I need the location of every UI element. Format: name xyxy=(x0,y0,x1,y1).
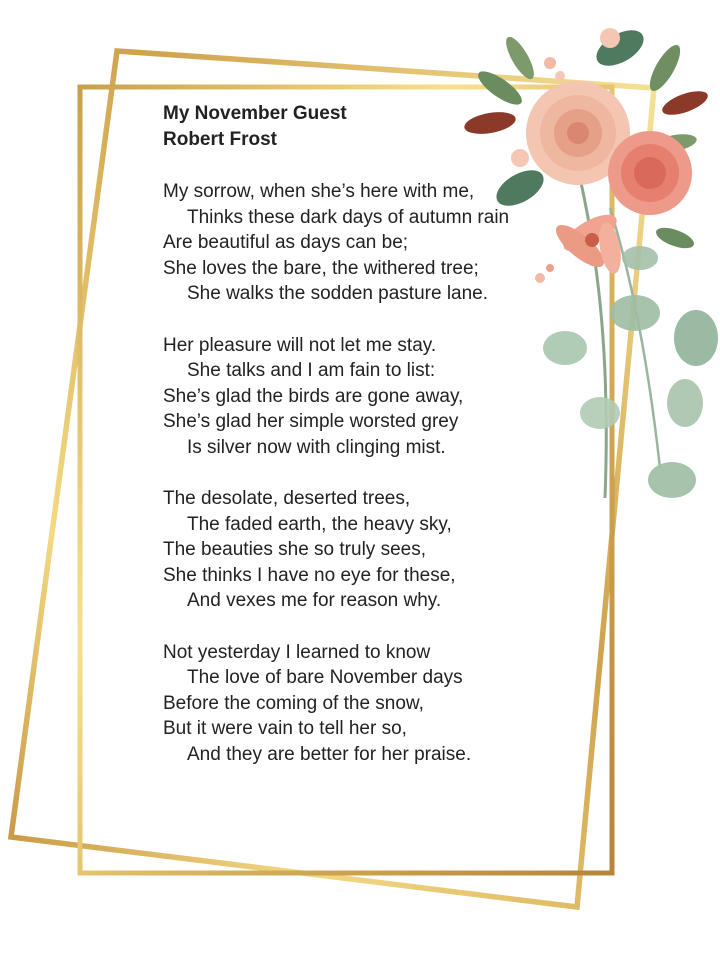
poem-line: She thinks I have no eye for these, xyxy=(163,564,456,586)
poem-line: She’s glad the birds are gone away, xyxy=(163,385,464,407)
poem-line: She’s glad her simple worsted grey xyxy=(163,411,459,432)
poem-line: She walks the sodden pasture lane. xyxy=(187,283,489,304)
stanza xyxy=(163,333,583,461)
poem-line: But it were vain to tell her so, xyxy=(163,718,407,739)
poem-stanzas xyxy=(163,179,583,767)
stanza xyxy=(163,486,583,614)
poem-line: The love of bare November days xyxy=(187,667,463,688)
poem-line: Thinks these dark days of autumn rain xyxy=(187,206,510,228)
poem-title: My November Guest xyxy=(163,103,347,124)
poem-line: Her pleasure will not let me stay. xyxy=(163,334,437,356)
poem xyxy=(163,101,583,793)
poem-line: The desolate, deserted trees, xyxy=(163,488,411,509)
poem-line: Is silver now with clinging mist. xyxy=(187,436,446,458)
poem-line: And vexes me for reason why. xyxy=(187,590,442,611)
poem-line: My sorrow, when she’s here with me, xyxy=(163,181,475,202)
poem-line: Not yesterday I learned to know xyxy=(163,641,431,663)
poem-line: Before the coming of the snow, xyxy=(163,692,424,714)
poem-line: The beauties she so truly sees, xyxy=(163,539,426,560)
poem-line: She talks and I am fain to list: xyxy=(187,360,436,381)
poem-line: And they are better for her praise. xyxy=(187,743,472,765)
stanza xyxy=(163,640,583,768)
poem-line: Are beautiful as days can be; xyxy=(163,232,409,253)
poem-line: The faded earth, the heavy sky, xyxy=(187,513,452,535)
poem-author: Robert Frost xyxy=(163,129,277,150)
stanza xyxy=(163,179,583,307)
poem-line: She loves the bare, the withered tree; xyxy=(163,257,479,279)
